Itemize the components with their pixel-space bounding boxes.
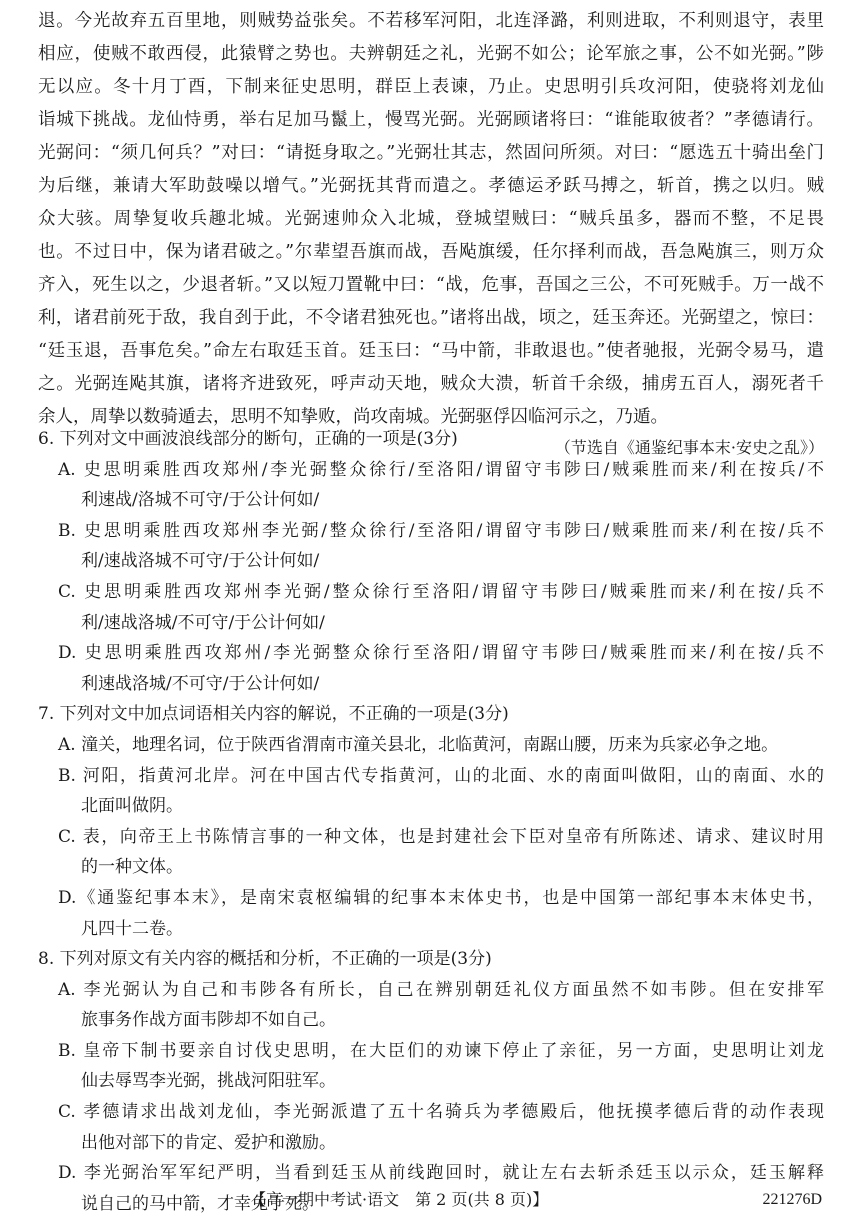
question-6-stem: 6. 下列对文中画波浪线部分的断句，正确的一项是(3分) — [38, 429, 458, 449]
question-6-option-b-cont: 利/速战洛城不可守/于公计何如/ — [81, 551, 320, 572]
question-8-option-c-cont: 出他对部下的肯定、爱护和激励。 — [81, 1132, 336, 1153]
question-8-option-d-cont: 说自己的马中箭，才幸免于死。 — [81, 1193, 319, 1214]
passage-line: 利，诸君前死于敌，我自刭于此，不令诸君独死也。”诸将出战，顷之，廷玉奔还。光弼望之，惊曰： — [38, 308, 824, 328]
footer-title: 【高一期中考试·语文 第 2 页(共 8 页)】 — [250, 1190, 549, 1209]
question-6-option-b: B. 史思明乘胜西攻郑州李光弼/整众徐行/至洛阳/谓留守韦陟曰/贼乘胜而来/利在按/兵不 — [58, 520, 824, 541]
question-6-option-a: A. 史思明乘胜西攻郑州/李光弼整众徐行/至洛阳/谓留守韦陟曰/贼乘胜而来/利在按兵/不 — [58, 459, 824, 480]
question-6-option-c-cont: 利/速战洛城/不可守/于公计何如/ — [81, 612, 325, 633]
question-7-stem: 7. 下列对文中加点词语相关内容的解说，不正确的一项是(3分) — [38, 704, 509, 725]
passage-line: 余人，周挚以数骑遁去，思明不知挚败，尚攻南城。光弼驱俘囚临河示之，乃遁。 — [38, 407, 668, 427]
page-footer — [0, 1186, 860, 1214]
question-7-option-d-cont: 凡四十二卷。 — [81, 918, 183, 939]
passage-line: 众大骇。周挚复收兵趣北城。光弼速帅众入北城，登城望贼曰：“贼兵虽多，器而不整，不足畏 — [38, 209, 824, 229]
questions — [38, 424, 824, 1219]
question-7-option-b-cont: 北面叫做阴。 — [81, 796, 183, 817]
question-8-option-b: B. 皇帝下制书要亲自讨伐史思明，在大臣们的劝谏下停止了亲征，另一方面，史思明让刘龙 — [58, 1040, 824, 1061]
passage-line: 为后继，兼请大军助鼓噪以增气。”光弼抚其背而遣之。孝德运矛跃马搏之，斩首，携之以归。贼 — [38, 176, 824, 196]
passage — [38, 5, 824, 462]
passage-source: （节选自《通鉴纪事本末·安史之乱》） — [554, 438, 824, 457]
question-6-option-d-cont: 利速战洛城/不可守/于公计何如/ — [81, 673, 320, 694]
question-8-option-b-cont: 仙去辱骂李光弼，挑战河阳驻军。 — [81, 1071, 336, 1092]
question-7-option-b: B. 河阳，指黄河北岸。河在中国古代专指黄河，山的北面、水的南面叫做阳，山的南面、水的 — [58, 765, 824, 786]
passage-line: 诣城下挑战。龙仙恃勇，举右足加马鬣上，慢骂光弼。光弼顾诸将曰：“谁能取彼者？”孝德请行。 — [38, 110, 824, 130]
question-8-option-d: D. 李光弼治军军纪严明，当看到廷玉从前线跑回时，就让左右去斩杀廷玉以示众，廷玉解释 — [58, 1163, 824, 1184]
passage-line: 之。光弼连飐其旗，诸将齐进致死，呼声动天地，贼众大溃，斩首千余级，捕虏五百人，溺死者千 — [38, 374, 824, 394]
passage-line: “廷玉退，吾事危矣。”命左右取廷玉首。廷玉曰：“马中箭，非敢退也。”使者驰报，光弼令易马，遣 — [38, 341, 824, 361]
question-7-option-a: A. 潼关，地理名词，位于陕西省渭南市潼关县北，北临黄河，南踞山腰，历来为兵家必争之地。 — [58, 734, 779, 755]
question-6-option-d: D. 史思明乘胜西攻郑州/李光弼整众徐行至洛阳/谓留守韦陟曰/贼乘胜而来/利在按/兵不 — [58, 643, 824, 664]
passage-line: 光弼问：“须几何兵？”对曰：“请挺身取之。”光弼壮其志，然固问所须。对曰：“愿选五十骑出垒门 — [38, 143, 824, 163]
passage-line: 无以应。冬十月丁酉，下制来征史思明，群臣上表谏，乃止。史思明引兵攻河阳，使骁将刘龙仙 — [38, 77, 824, 97]
question-8-option-c: C. 孝德请求出战刘龙仙，李光弼派遣了五十名骑兵为孝德殿后，他抚摸孝德后背的动作表现 — [58, 1102, 824, 1123]
question-7-option-c-cont: 的一种文体。 — [81, 857, 183, 878]
question-7-option-d: D.《通鉴纪事本末》，是南宋袁枢编辑的纪事本末体史书，也是中国第一部纪事本末体史书， — [58, 887, 824, 908]
question-7-option-c: C. 表，向帝王上书陈情言事的一种文体，也是封建社会下臣对皇帝有所陈述、请求、建议时用 — [58, 826, 824, 847]
passage-line: 退。今光故弃五百里地，则贼势益张矣。不若移军河阳，北连泽潞，利则进取，不利则退守，表里 — [38, 11, 824, 31]
question-8-option-a: A. 李光弼认为自己和韦陟各有所长，自己在辨别朝廷礼仪方面虽然不如韦陟。但在安排军 — [58, 979, 824, 1000]
passage-line: 齐入，死生以之，少退者斩。”又以短刀置靴中曰：“战，危事，吾国之三公，不可死贼手。万一战不 — [38, 275, 824, 295]
question-6-option-c: C. 史思明乘胜西攻郑州李光弼/整众徐行至洛阳/谓留守韦陟曰/贼乘胜而来/利在按/兵不 — [58, 581, 824, 602]
footer-code: 221276D — [762, 1191, 822, 1208]
question-6-option-a-cont: 利速战/洛城不可守/于公计何如/ — [81, 490, 320, 511]
question-8-option-a-cont: 旅事务作战方面韦陟却不如自己。 — [81, 1010, 336, 1031]
question-8-stem: 8. 下列对原文有关内容的概括和分析，不正确的一项是(3分) — [38, 949, 492, 970]
passage-line: 相应，使贼不敢西侵，此猿臂之势也。夫辨朝廷之礼，光弼不如公；论军旅之事，公不如光弼。”陟 — [38, 44, 824, 64]
passage-line: 也。不过日中，保为诸君破之。”尔辈望吾旗而战，吾飐旗缓，任尔择利而战，吾急飐旗三，则万众 — [38, 242, 824, 262]
